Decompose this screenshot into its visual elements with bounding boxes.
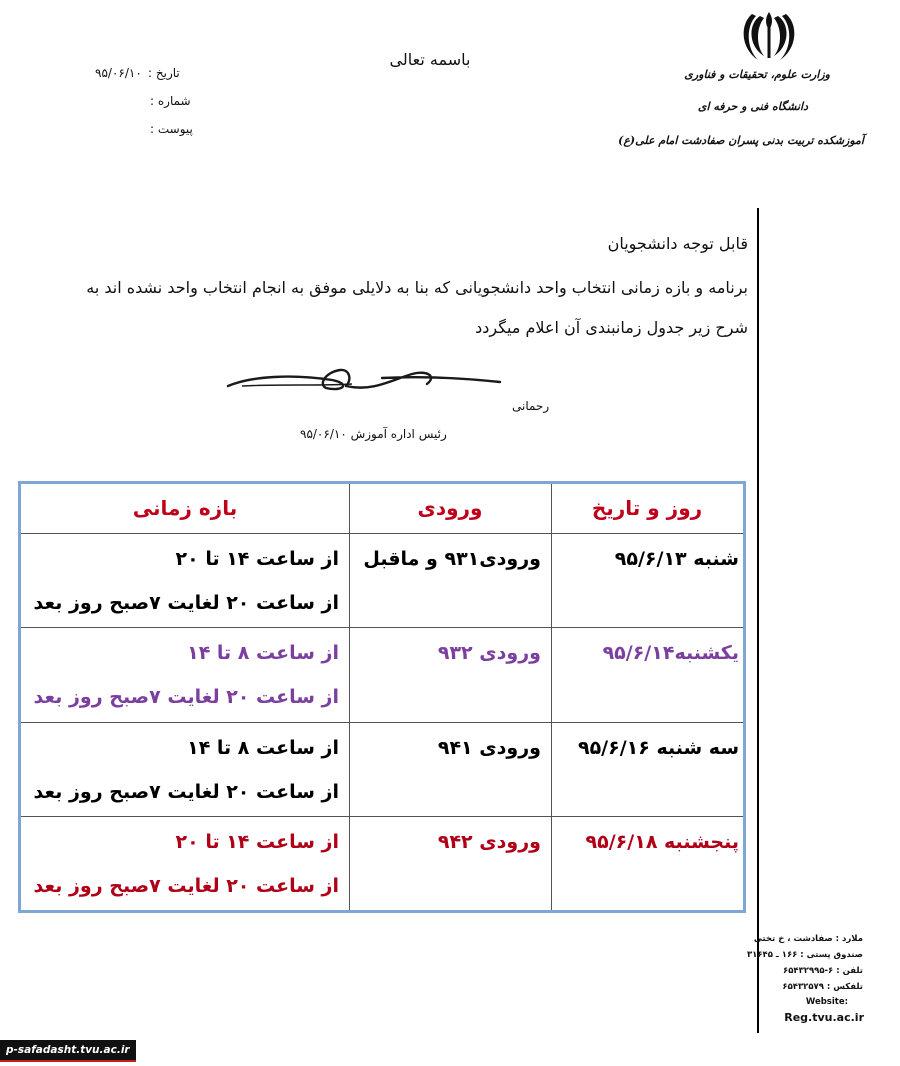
attachment-label: پیوست : (150, 122, 193, 136)
footer-po-box: صندوق پستی : ۱۶۶ ـ ۳۱۶۴۵ (746, 950, 863, 960)
date-label: تاریخ : (148, 66, 180, 80)
iran-emblem-icon (738, 8, 800, 62)
row-divider (21, 627, 743, 628)
university-name: دانشگاه فنی و حرفه ای (697, 100, 808, 113)
watermark-url: p-safadasht.tvu.ac.ir (0, 1040, 136, 1062)
footer-phone: تلفن : ۶-۶۵۴۳۲۹۹۵ (783, 966, 863, 976)
notice-line-1: برنامه و بازه زمانی انتخاب واحد دانشجویانی که بنا به دلایلی موفق به انجام انتخاب واحد نشده اند به (86, 278, 748, 297)
footer-address: ملارد : صفادشت ، خ تختی (753, 934, 863, 944)
row-1-time-2: از ساعت ۲۰ لغایت ۷صبح روز بعد (33, 592, 339, 614)
row-divider (21, 722, 743, 723)
row-2-time-2: از ساعت ۲۰ لغایت ۷صبح روز بعد (33, 686, 339, 708)
row-4-time-2: از ساعت ۲۰ لغایت ۷صبح روز بعد (33, 875, 339, 897)
row-3-entry: ورودی ۹۴۱ (437, 737, 541, 759)
row-divider (21, 816, 743, 817)
row-1-day: شنبه ۹۵/۶/۱۳ (614, 548, 739, 570)
footer-website[interactable]: Reg.tvu.ac.ir (784, 1011, 864, 1024)
row-divider (21, 533, 743, 534)
ministry-name: وزارت علوم، تحقیقات و فناوری (684, 68, 830, 81)
number-label: شماره : (150, 94, 191, 108)
notice-line-2: شرح زیر جدول زمانبندی آن اعلام میگردد (475, 318, 748, 337)
date-value: ۹۵/۰۶/۱۰ (95, 66, 142, 80)
footer-website-label: Website: (805, 997, 848, 1007)
college-name: آموزشکده تربیت بدنی پسران صفادشت امام علی(ع) (618, 134, 864, 147)
notice-title: قابل توجه دانشجویان (607, 234, 748, 253)
row-3-time-1: از ساعت ۸ تا ۱۴ (187, 737, 339, 759)
header-time-range: بازه زمانی (132, 496, 238, 520)
row-1-entry: ورودی۹۳۱ و ماقبل (363, 548, 541, 570)
row-4-time-1: از ساعت ۱۴ تا ۲۰ (175, 831, 339, 853)
row-4-entry: ورودی ۹۴۲ (437, 831, 541, 853)
signer-name: رحمانی (512, 399, 550, 413)
row-3-time-2: از ساعت ۲۰ لغایت ۷صبح روز بعد (33, 781, 339, 803)
signature-graphic (222, 362, 504, 398)
row-2-entry: ورودی ۹۳۲ (437, 642, 541, 664)
column-divider (551, 484, 552, 910)
basmala-heading: باسمه تعالی (389, 50, 471, 69)
schedule-table (18, 481, 746, 913)
header-day-date: روز و تاریخ (591, 496, 703, 520)
footer-fax: تلفکس : ۶۵۴۳۲۵۷۹ (782, 982, 863, 992)
signer-title: رئیس اداره آموزش ۹۵/۰۶/۱۰ (300, 427, 447, 441)
column-divider (349, 484, 350, 910)
header-entry: ورودی (417, 496, 483, 520)
margin-divider (757, 208, 759, 1033)
row-2-day: یکشنبه۹۵/۶/۱۴ (602, 642, 739, 664)
row-4-day: پنجشنبه ۹۵/۶/۱۸ (585, 831, 739, 853)
row-2-time-1: از ساعت ۸ تا ۱۴ (187, 642, 339, 664)
row-3-day: سه شنبه ۹۵/۶/۱۶ (577, 737, 739, 759)
row-1-time-1: از ساعت ۱۴ تا ۲۰ (175, 548, 339, 570)
